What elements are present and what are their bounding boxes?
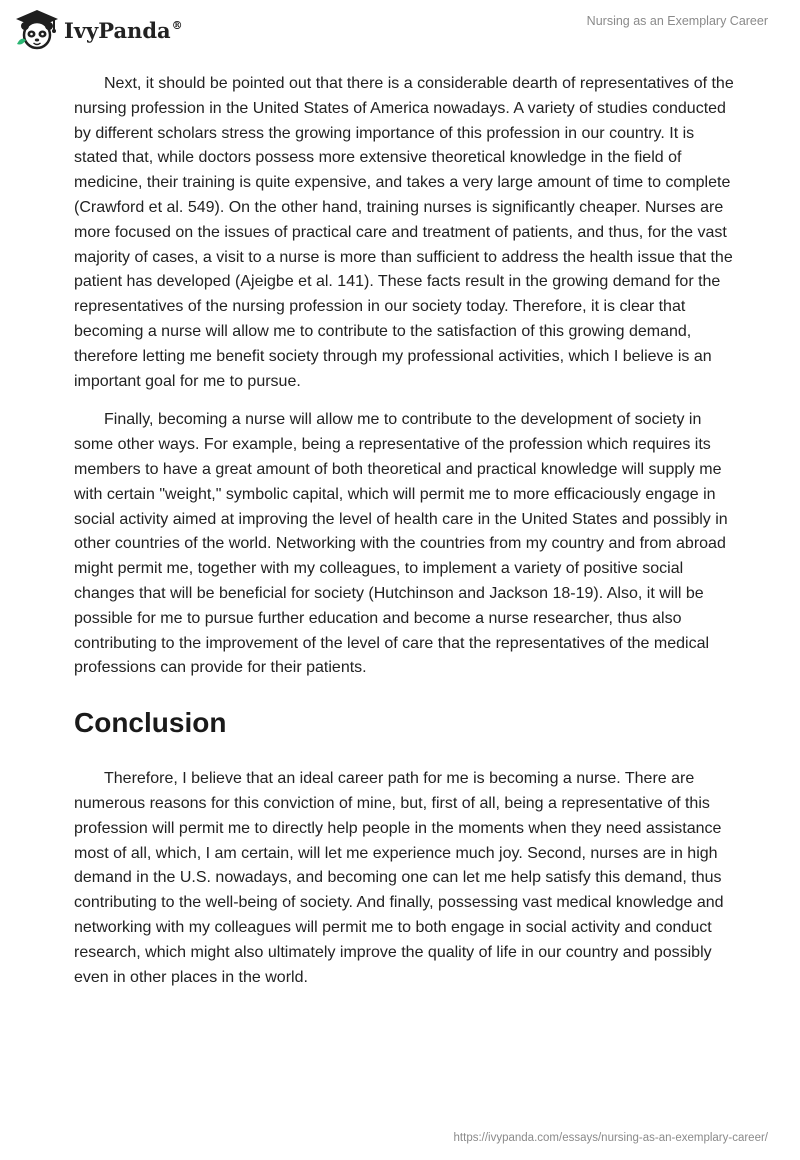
page-header — [0, 0, 800, 60]
source-url[interactable]: https://ivypanda.com/essays/nursing-as-an-exemplary-career/ — [453, 1132, 768, 1144]
document-title: Nursing as an Exemplary Career — [586, 14, 768, 28]
paragraph: Therefore, I believe that an ideal career path for me is becoming a nurse. There are numerous reasons for this conviction of mine, but, first of all, being a representative of this profession will permit me to directly help people in the moments when they need assistance most of all, which, I am certain, will let me experience much joy. Second, nurses are in high demand in the U.S. nowadays, and becoming one can let me help satisfy this demand, thus contributing to the well-being of society. And finally, possessing vast medical knowledge and networking with my colleagues will permit me to both engage in social activity and conduct research, which might also ultimately improve the quality of life in our country and possibly even in other places in the world. — [74, 770, 724, 986]
paragraph: Finally, becoming a nurse will allow me to contribute to the development of society in some other ways. For example, being a representative of the profession which requires its members to have a great amount of both theoretical and practical knowledge will supply me with certain "weight," symbolic capital, which will permit me to more efficaciously engage in social activity aimed at improving the level of health care in the United States and possibly in other countries of the world. Networking with the countries from my country and from abroad might permit me, together with my colleagues, to implement a variety of positive social changes that will be beneficial for society (Hutchinson and Jackson 18-19). Also, it will be possible for me to pursue further education and become a nurse researcher, thus also contributing to the improvement of the level of care that the representatives of the medical professions can provide for their patients. — [74, 411, 728, 677]
brand-name: IvyPanda® — [64, 17, 183, 43]
panda-logo-icon — [14, 8, 60, 52]
paragraph: Next, it should be pointed out that there is a considerable dearth of representatives of the nursing profession in the United States of America nowadays. A variety of studies conducted by different scholars stress the growing importance of this profession in our country. It is stated that, while doctors possess more extensive theoretical knowledge in the field of medicine, their training is quite expensive, and takes a very large amount of time to complete (Crawford et al. 549). On the other hand, training nurses is significantly cheaper. Nurses are more focused on the issues of practical care and treatment of patients, and thus, for the vast majority of cases, a visit to a nurse is more than sufficient to address the health issue that the patient has developed (Ajeigbe et al. 141). These facts result in the growing demand for the representatives of the nursing profession in our society today. Therefore, it is clear that becoming a nurse will allow me to contribute to the satisfaction of this growing demand, therefore letting me benefit society through my professional activities, which I believe is an important goal for me to pursue. — [74, 75, 734, 390]
essay-body — [74, 72, 734, 1004]
section-heading-conclusion: Conclusion — [74, 707, 227, 739]
brand-logo[interactable] — [14, 8, 183, 52]
